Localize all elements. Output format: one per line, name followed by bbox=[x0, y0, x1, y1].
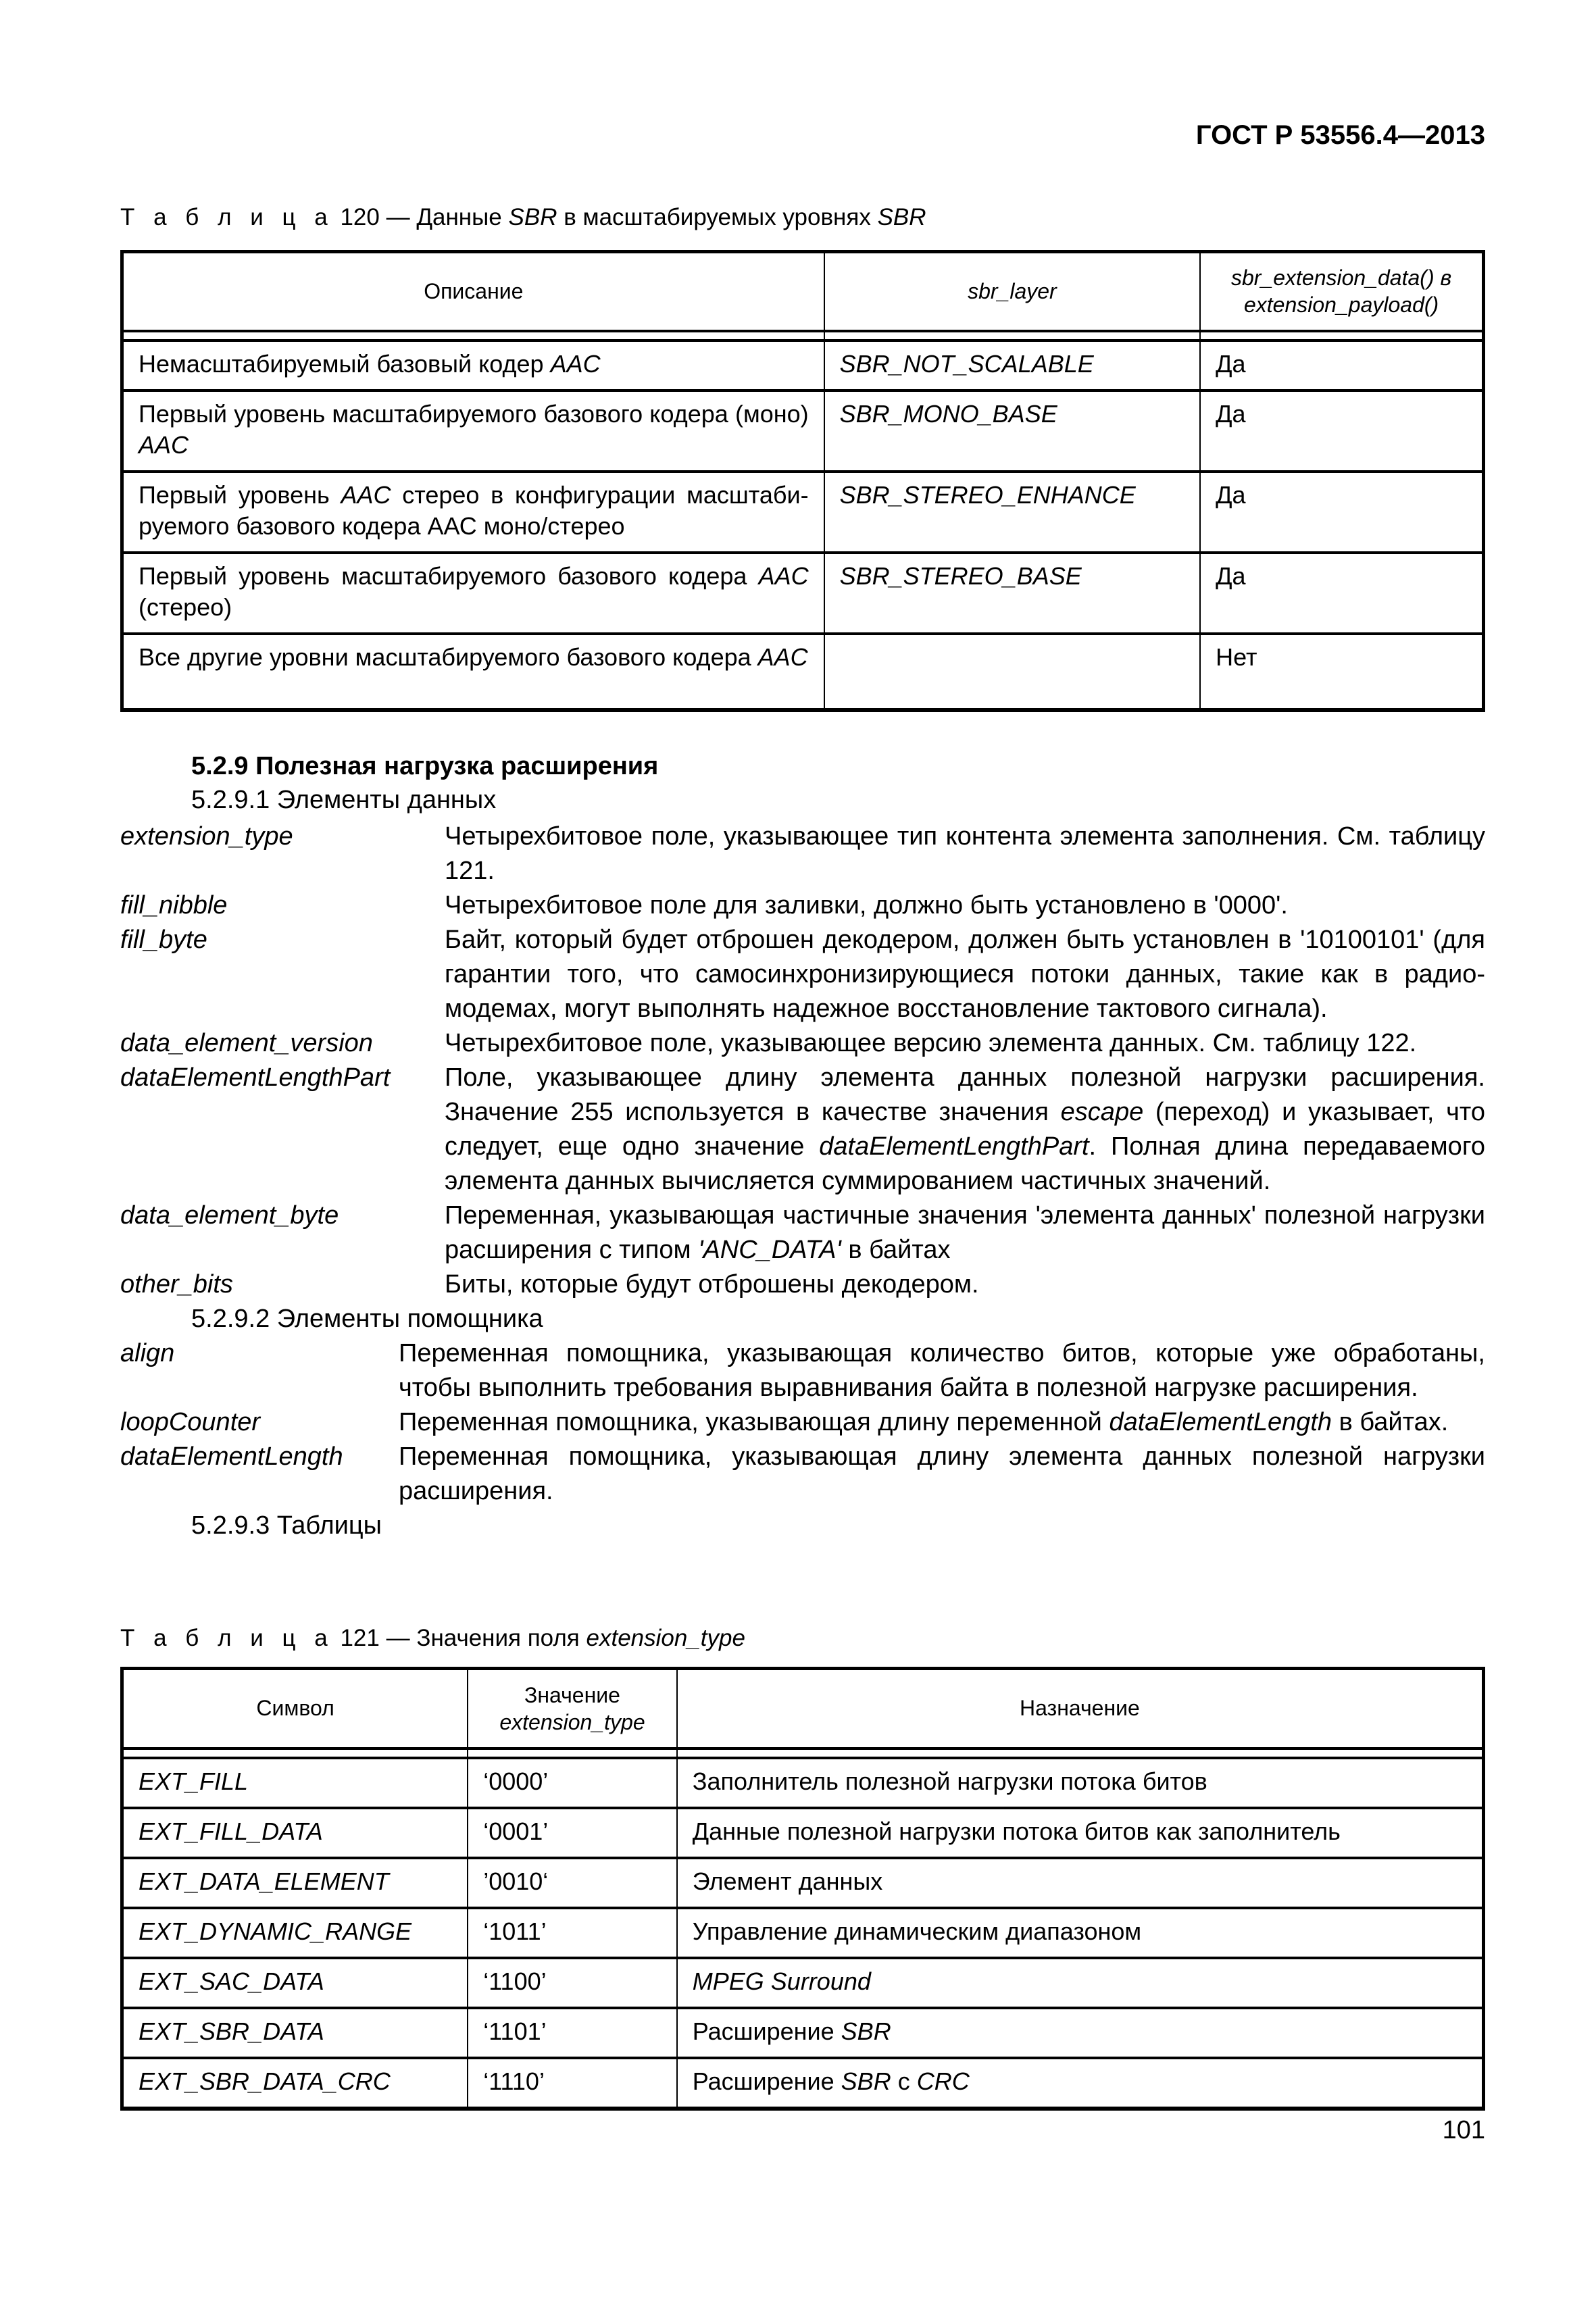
definition-term: fill_byte bbox=[120, 926, 207, 954]
table-row bbox=[122, 472, 1484, 553]
cell-ext: Да bbox=[1200, 341, 1483, 391]
cell-sbr-layer: SBR_MONO_BASE bbox=[824, 391, 1201, 472]
cell-ext: Да bbox=[1200, 553, 1483, 634]
cell-description: Первый уровень масштабируемого базового кодера (моно) AAC bbox=[122, 391, 824, 472]
table-120-caption bbox=[120, 204, 926, 231]
cell-sbr-layer: SBR_STEREO_BASE bbox=[824, 553, 1201, 634]
caption-number: 120 — Данные bbox=[340, 204, 502, 230]
data-elements-list bbox=[120, 820, 1485, 1543]
cell-purpose: MPEG Surround bbox=[677, 1958, 1484, 2008]
subsection-data-elements: 5.2.9.1 Элементы данных bbox=[191, 786, 497, 814]
subsection-tables: 5.2.9.3 Таблицы bbox=[191, 1511, 382, 1540]
cell-symbol: EXT_FILL bbox=[122, 1758, 468, 1808]
definition-item bbox=[120, 1405, 1485, 1440]
header-line: extension_type bbox=[499, 1709, 645, 1734]
cell-purpose: Расширение SBR bbox=[677, 2008, 1484, 2058]
definition-term: align bbox=[120, 1339, 175, 1367]
cell-symbol: EXT_FILL_DATA bbox=[122, 1808, 468, 1858]
cell-sbr-layer bbox=[824, 634, 1201, 710]
definition-item bbox=[120, 1267, 1485, 1302]
cell-description: Первый уровень масштабируемого базового кодера AAC (стерео) bbox=[122, 553, 824, 634]
definition-text: Четырехбитовое поле, указывающее версию элемента данных. См. таблицу 122. bbox=[445, 1029, 1417, 1057]
definition-text: Переменная помощника, указывающая длину элемента данных полезной нагрузки расширения. bbox=[399, 1442, 1485, 1505]
cell-value: ‘0001’ bbox=[468, 1808, 677, 1858]
definition-term: fill_nibble bbox=[120, 891, 228, 920]
table-row bbox=[122, 1858, 1484, 1908]
table-row bbox=[122, 1808, 1484, 1858]
caption-term: extension_type bbox=[586, 1625, 745, 1651]
header-line: sbr_extension_data() в bbox=[1230, 266, 1452, 291]
definition-item bbox=[120, 888, 1485, 923]
definition-text: Четырехбитовое поле, указывающее тип контента элемента заполнения. См. таблицу 121. bbox=[445, 822, 1485, 885]
cell-purpose: Управление динамическим диапазоном bbox=[677, 1908, 1484, 1958]
cell-purpose: Расширение SBR с CRC bbox=[677, 2058, 1484, 2109]
table-121 bbox=[120, 1667, 1485, 2111]
cell-symbol: EXT_DATA_ELEMENT bbox=[122, 1858, 468, 1908]
cell-symbol: EXT_DYNAMIC_RANGE bbox=[122, 1908, 468, 1958]
caption-number: 121 — Значения поля bbox=[340, 1625, 580, 1651]
definition-item bbox=[120, 1061, 1485, 1199]
column-header-symbol: Символ bbox=[122, 1669, 468, 1749]
caption-text: в масштабируемых уровнях bbox=[564, 204, 871, 230]
table-row bbox=[122, 2008, 1484, 2058]
caption-prefix: Т а б л и ц а bbox=[120, 204, 334, 230]
cell-value: ‘0000’ bbox=[468, 1758, 677, 1808]
definition-term: data_element_version bbox=[120, 1029, 373, 1057]
definition-item bbox=[120, 923, 1485, 1026]
cell-value: ‘1110’ bbox=[468, 2058, 677, 2109]
definition-term: dataElementLengthPart bbox=[120, 1063, 391, 1092]
definition-item bbox=[120, 1336, 1485, 1405]
definition-item bbox=[120, 1026, 1485, 1061]
subsection-helper-elements: 5.2.9.2 Элементы помощника bbox=[191, 1305, 543, 1333]
cell-purpose: Данные полезной нагрузки потока битов как заполнитель bbox=[677, 1808, 1484, 1858]
cell-value: ‘1011’ bbox=[468, 1908, 677, 1958]
definition-item bbox=[120, 820, 1485, 888]
cell-symbol: EXT_SAC_DATA bbox=[122, 1958, 468, 2008]
cell-description: Немасштабируемый базовый кодер AAC bbox=[122, 341, 824, 391]
cell-ext: Да bbox=[1200, 472, 1483, 553]
definition-term: data_element_byte bbox=[120, 1201, 339, 1230]
caption-term: SBR bbox=[508, 204, 557, 230]
definition-text: Байт, который будет отброшен декодером, должен быть установлен в '10100101' (для гарантии того, что самосинхронизирующиеся потоки данных, такие как в радио-модемах, могут выполнять надежное восстановление тактового сигнала). bbox=[445, 926, 1485, 1023]
table-row bbox=[122, 634, 1484, 710]
column-header-sbr-extension bbox=[1200, 252, 1483, 331]
header-line: extension_payload() bbox=[1243, 293, 1439, 318]
cell-ext: Да bbox=[1200, 391, 1483, 472]
definition-text: Переменная помощника, указывающая длину переменной dataElementLength в байтах. bbox=[399, 1408, 1449, 1436]
cell-ext: Нет bbox=[1200, 634, 1483, 710]
table-row bbox=[122, 341, 1484, 391]
definition-text: Четырехбитовое поле для заливки, должно быть установлено в '0000'. bbox=[445, 891, 1288, 920]
column-header-description: Описание bbox=[122, 252, 824, 331]
caption-prefix: Т а б л и ц а bbox=[120, 1625, 334, 1651]
definition-item bbox=[120, 1440, 1485, 1509]
cell-sbr-layer: SBR_STEREO_ENHANCE bbox=[824, 472, 1201, 553]
table-121-caption bbox=[120, 1625, 745, 1652]
cell-purpose: Заполнитель полезной нагрузки потока битов bbox=[677, 1758, 1484, 1808]
column-header-sbr-layer: sbr_layer bbox=[824, 252, 1201, 331]
page-number: 101 bbox=[1442, 2116, 1485, 2144]
table-120 bbox=[120, 250, 1485, 712]
definition-text: Переменная, указывающая частичные значения 'элемента данных' полезной нагрузки расширения с типом 'ANC_DATA' в байтах bbox=[445, 1201, 1485, 1264]
cell-description: Все другие уровни масштабируемого базового кодера AAC bbox=[122, 634, 824, 710]
definition-term: other_bits bbox=[120, 1270, 233, 1299]
cell-value: ‘1101’ bbox=[468, 2008, 677, 2058]
document-standard-header: ГОСТ Р 53556.4—2013 bbox=[1195, 120, 1485, 150]
table-row bbox=[122, 1958, 1484, 2008]
table-row bbox=[122, 553, 1484, 634]
table-row bbox=[122, 391, 1484, 472]
definition-term: loopCounter bbox=[120, 1408, 261, 1436]
definition-term: dataElementLength bbox=[120, 1442, 343, 1471]
section-title: 5.2.9 Полезная нагрузка расширения bbox=[191, 752, 659, 780]
definition-term: extension_type bbox=[120, 822, 293, 851]
column-header-value bbox=[468, 1669, 677, 1749]
cell-value: ‘1100’ bbox=[468, 1958, 677, 2008]
cell-sbr-layer: SBR_NOT_SCALABLE bbox=[824, 341, 1201, 391]
definition-item bbox=[120, 1199, 1485, 1267]
cell-purpose: Элемент данных bbox=[677, 1858, 1484, 1908]
header-line: Значение bbox=[524, 1682, 620, 1707]
cell-symbol: EXT_SBR_DATA bbox=[122, 2008, 468, 2058]
definition-text: Переменная помощника, указывающая количество битов, которые уже обработаны, чтобы выполнить требования выравнивания байта в полезной нагрузке расширения. bbox=[399, 1339, 1485, 1402]
column-header-purpose: Назначение bbox=[677, 1669, 1484, 1749]
table-row bbox=[122, 2058, 1484, 2109]
cell-value: ’0010‘ bbox=[468, 1858, 677, 1908]
definition-text: Поле, указывающее длину элемента данных полезной нагрузки расширения. Значение 255 используется в качестве значения escape (переход) и указывает, что следует, еще одно значение dataElementLengthPart. Полная длина передаваемого элемента данных вычисляется суммированием частичных значений. bbox=[445, 1063, 1485, 1195]
table-row bbox=[122, 1908, 1484, 1958]
caption-term: SBR bbox=[877, 204, 926, 230]
cell-description: Первый уровень AAC стерео в конфигурации масштаби-руемого базового кодера ААС моно/стерео bbox=[122, 472, 824, 553]
definition-text: Биты, которые будут отброшены декодером. bbox=[445, 1270, 979, 1299]
cell-symbol: EXT_SBR_DATA_CRC bbox=[122, 2058, 468, 2109]
table-row bbox=[122, 1758, 1484, 1808]
